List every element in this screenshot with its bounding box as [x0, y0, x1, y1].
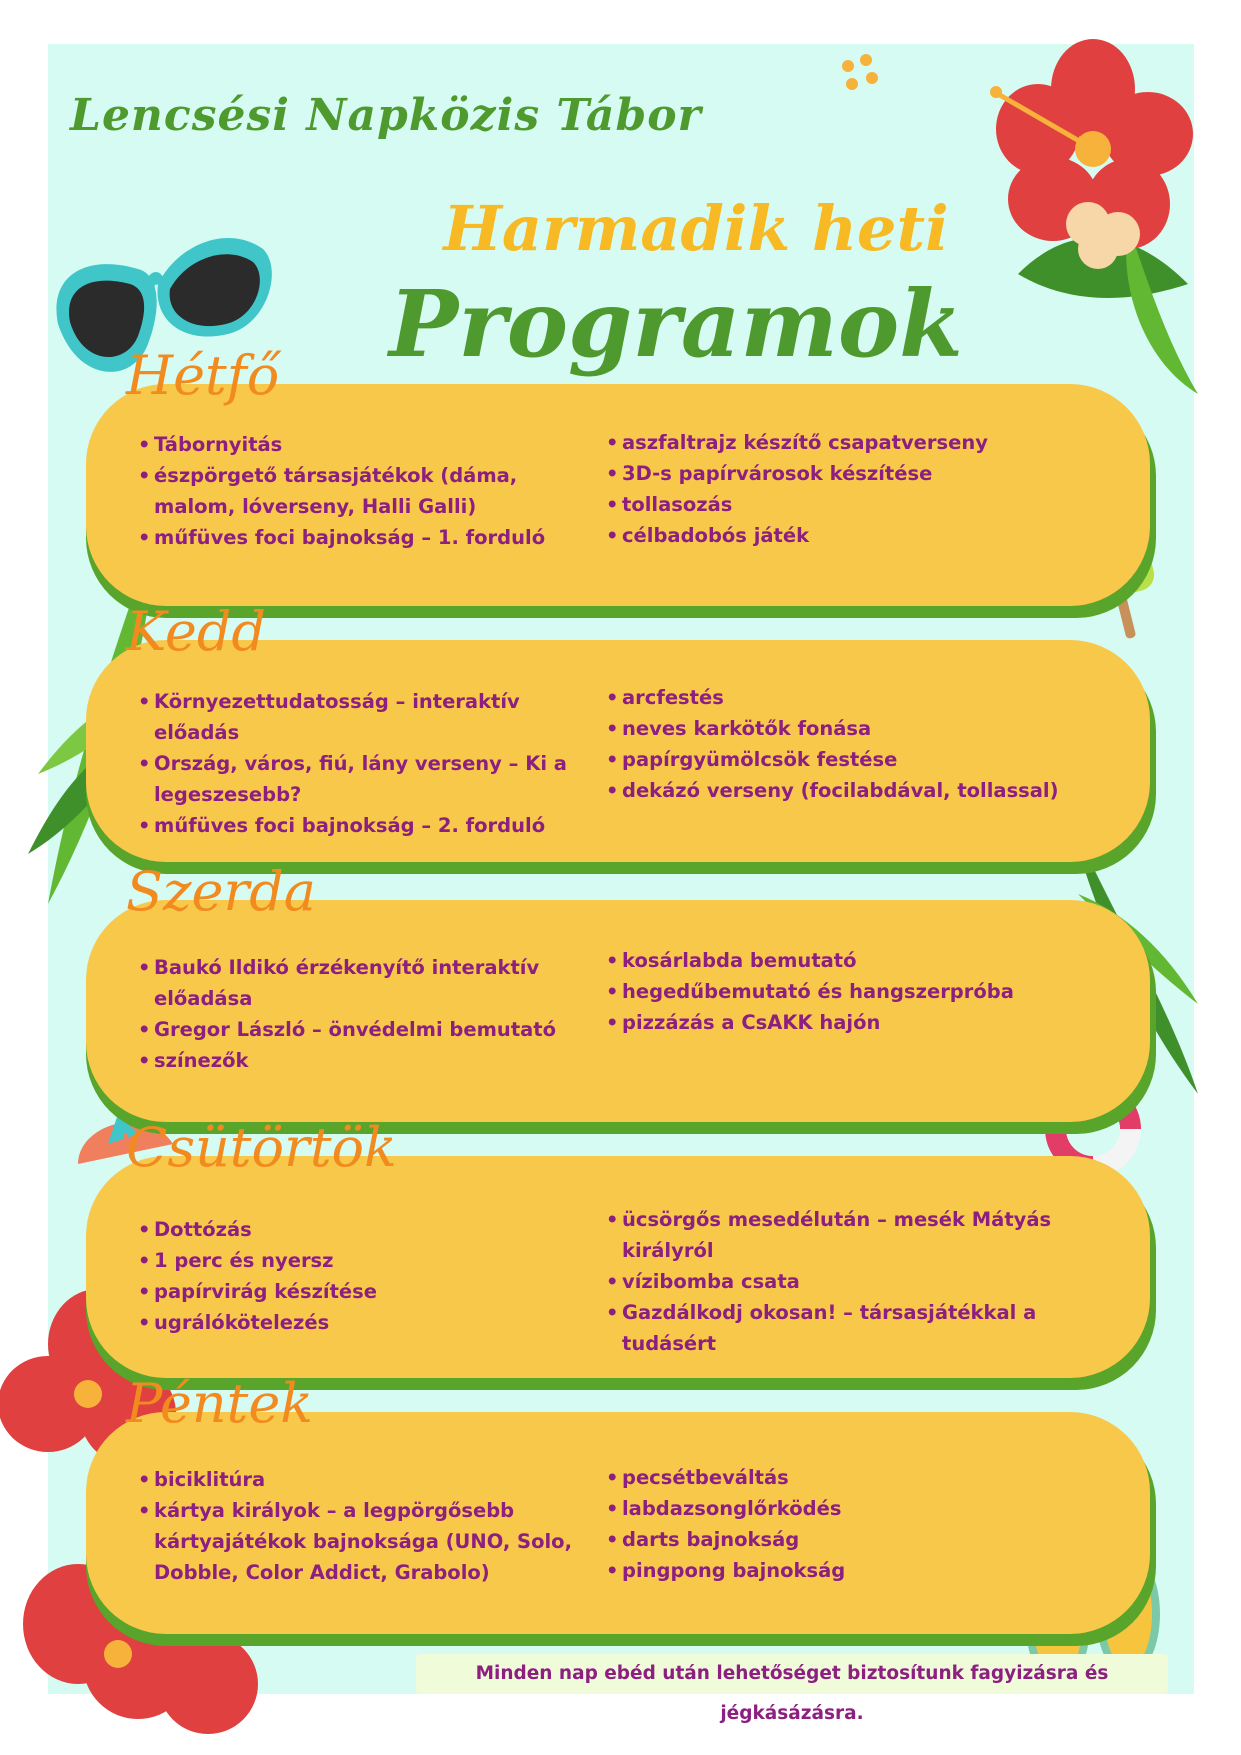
list-item: • színezők [138, 1045, 578, 1076]
day-heading: Kedd [126, 600, 266, 663]
list-item: • ücsörgős mesedélután – mesék Mátyás királyról [606, 1204, 1066, 1266]
list-item: • 3D-s papírvárosok készítése [606, 458, 1066, 489]
list-item: • tollasozás [606, 489, 1066, 520]
list-item: • hegedűbemutató és hangszerpróba [606, 976, 1066, 1007]
list-item: • pizzázás a CsAKK hajón [606, 1007, 1066, 1038]
list-item: • műfüves foci bajnokság – 1. forduló [138, 522, 578, 553]
list-item: • vízibomba csata [606, 1266, 1066, 1297]
list-item: • darts bajnokság [606, 1524, 1066, 1555]
list-item: • aszfaltrajz készítő csapatverseny [606, 427, 1066, 458]
activity-list-right [606, 1462, 1066, 1586]
list-item: • papírgyümölcsök festése [606, 744, 1066, 775]
list-item: • műfüves foci bajnokság – 2. forduló [138, 810, 578, 841]
activity-list-left [138, 686, 578, 841]
list-item: • kosárlabda bemutató [606, 945, 1066, 976]
activity-list-right [606, 427, 1066, 551]
activity-list-left [138, 1464, 578, 1588]
list-item: • Baukó Ildikó érzékenyítő interaktív előadása [138, 952, 578, 1014]
hibiscus-icon [838, 54, 918, 104]
activity-list-right [606, 682, 1066, 806]
list-item: • papírvirág készítése [138, 1276, 578, 1307]
list-item: • ugrálókötelezés [138, 1307, 578, 1338]
day-heading: Péntek [126, 1372, 314, 1435]
list-item: • dekázó verseny (focilabdával, tollassal) [606, 775, 1066, 806]
list-item: • Dottózás [138, 1214, 578, 1245]
list-item: • pingpong bajnokság [606, 1555, 1066, 1586]
list-item: • 1 perc és nyersz [138, 1245, 578, 1276]
list-item: • Gregor László – önvédelmi bemutató [138, 1014, 578, 1045]
poster [48, 44, 1194, 1724]
list-item: • biciklitúra [138, 1464, 578, 1495]
footer-note: Minden nap ebéd után lehetőséget biztosítunk fagyizásra és jégkásázásra. [416, 1654, 1168, 1694]
page-title-line1: Harmadik heti [443, 192, 949, 265]
list-item: • arcfestés [606, 682, 1066, 713]
page-title-line2: Programok [389, 270, 963, 378]
day-heading: Szerda [126, 860, 316, 923]
list-item: • Gazdálkodj okosan! – társasjátékkal a tudásért [606, 1297, 1066, 1359]
activity-list-left [138, 1214, 578, 1338]
activity-list-left [138, 952, 578, 1076]
activity-list-left [138, 429, 578, 553]
activity-list-right [606, 945, 1066, 1038]
list-item: • Tábornyitás [138, 429, 578, 460]
list-item: • Ország, város, fiú, lány verseny – Ki a legeszesebb? [138, 748, 578, 810]
list-item: • Környezettudatosság – interaktív előadás [138, 686, 578, 748]
list-item: • labdazsonglőrködés [606, 1493, 1066, 1524]
list-item: • neves karkötők fonása [606, 713, 1066, 744]
list-item: • célbadobós játék [606, 520, 1066, 551]
list-item: • észpörgető társasjátékok (dáma, malom, lóverseny, Halli Galli) [138, 460, 578, 522]
activity-list-right [606, 1204, 1066, 1359]
day-heading: Hétfő [126, 344, 280, 407]
day-heading: Csütörtök [126, 1116, 397, 1179]
list-item: • kártya királyok – a legpörgősebb kártyajátékok bajnoksága (UNO, Solo, Dobble, Color Addict, Grabolo) [138, 1495, 578, 1588]
list-item: • pecsétbeváltás [606, 1462, 1066, 1493]
organization-name: Lencsési Napközis Tábor [70, 90, 702, 141]
